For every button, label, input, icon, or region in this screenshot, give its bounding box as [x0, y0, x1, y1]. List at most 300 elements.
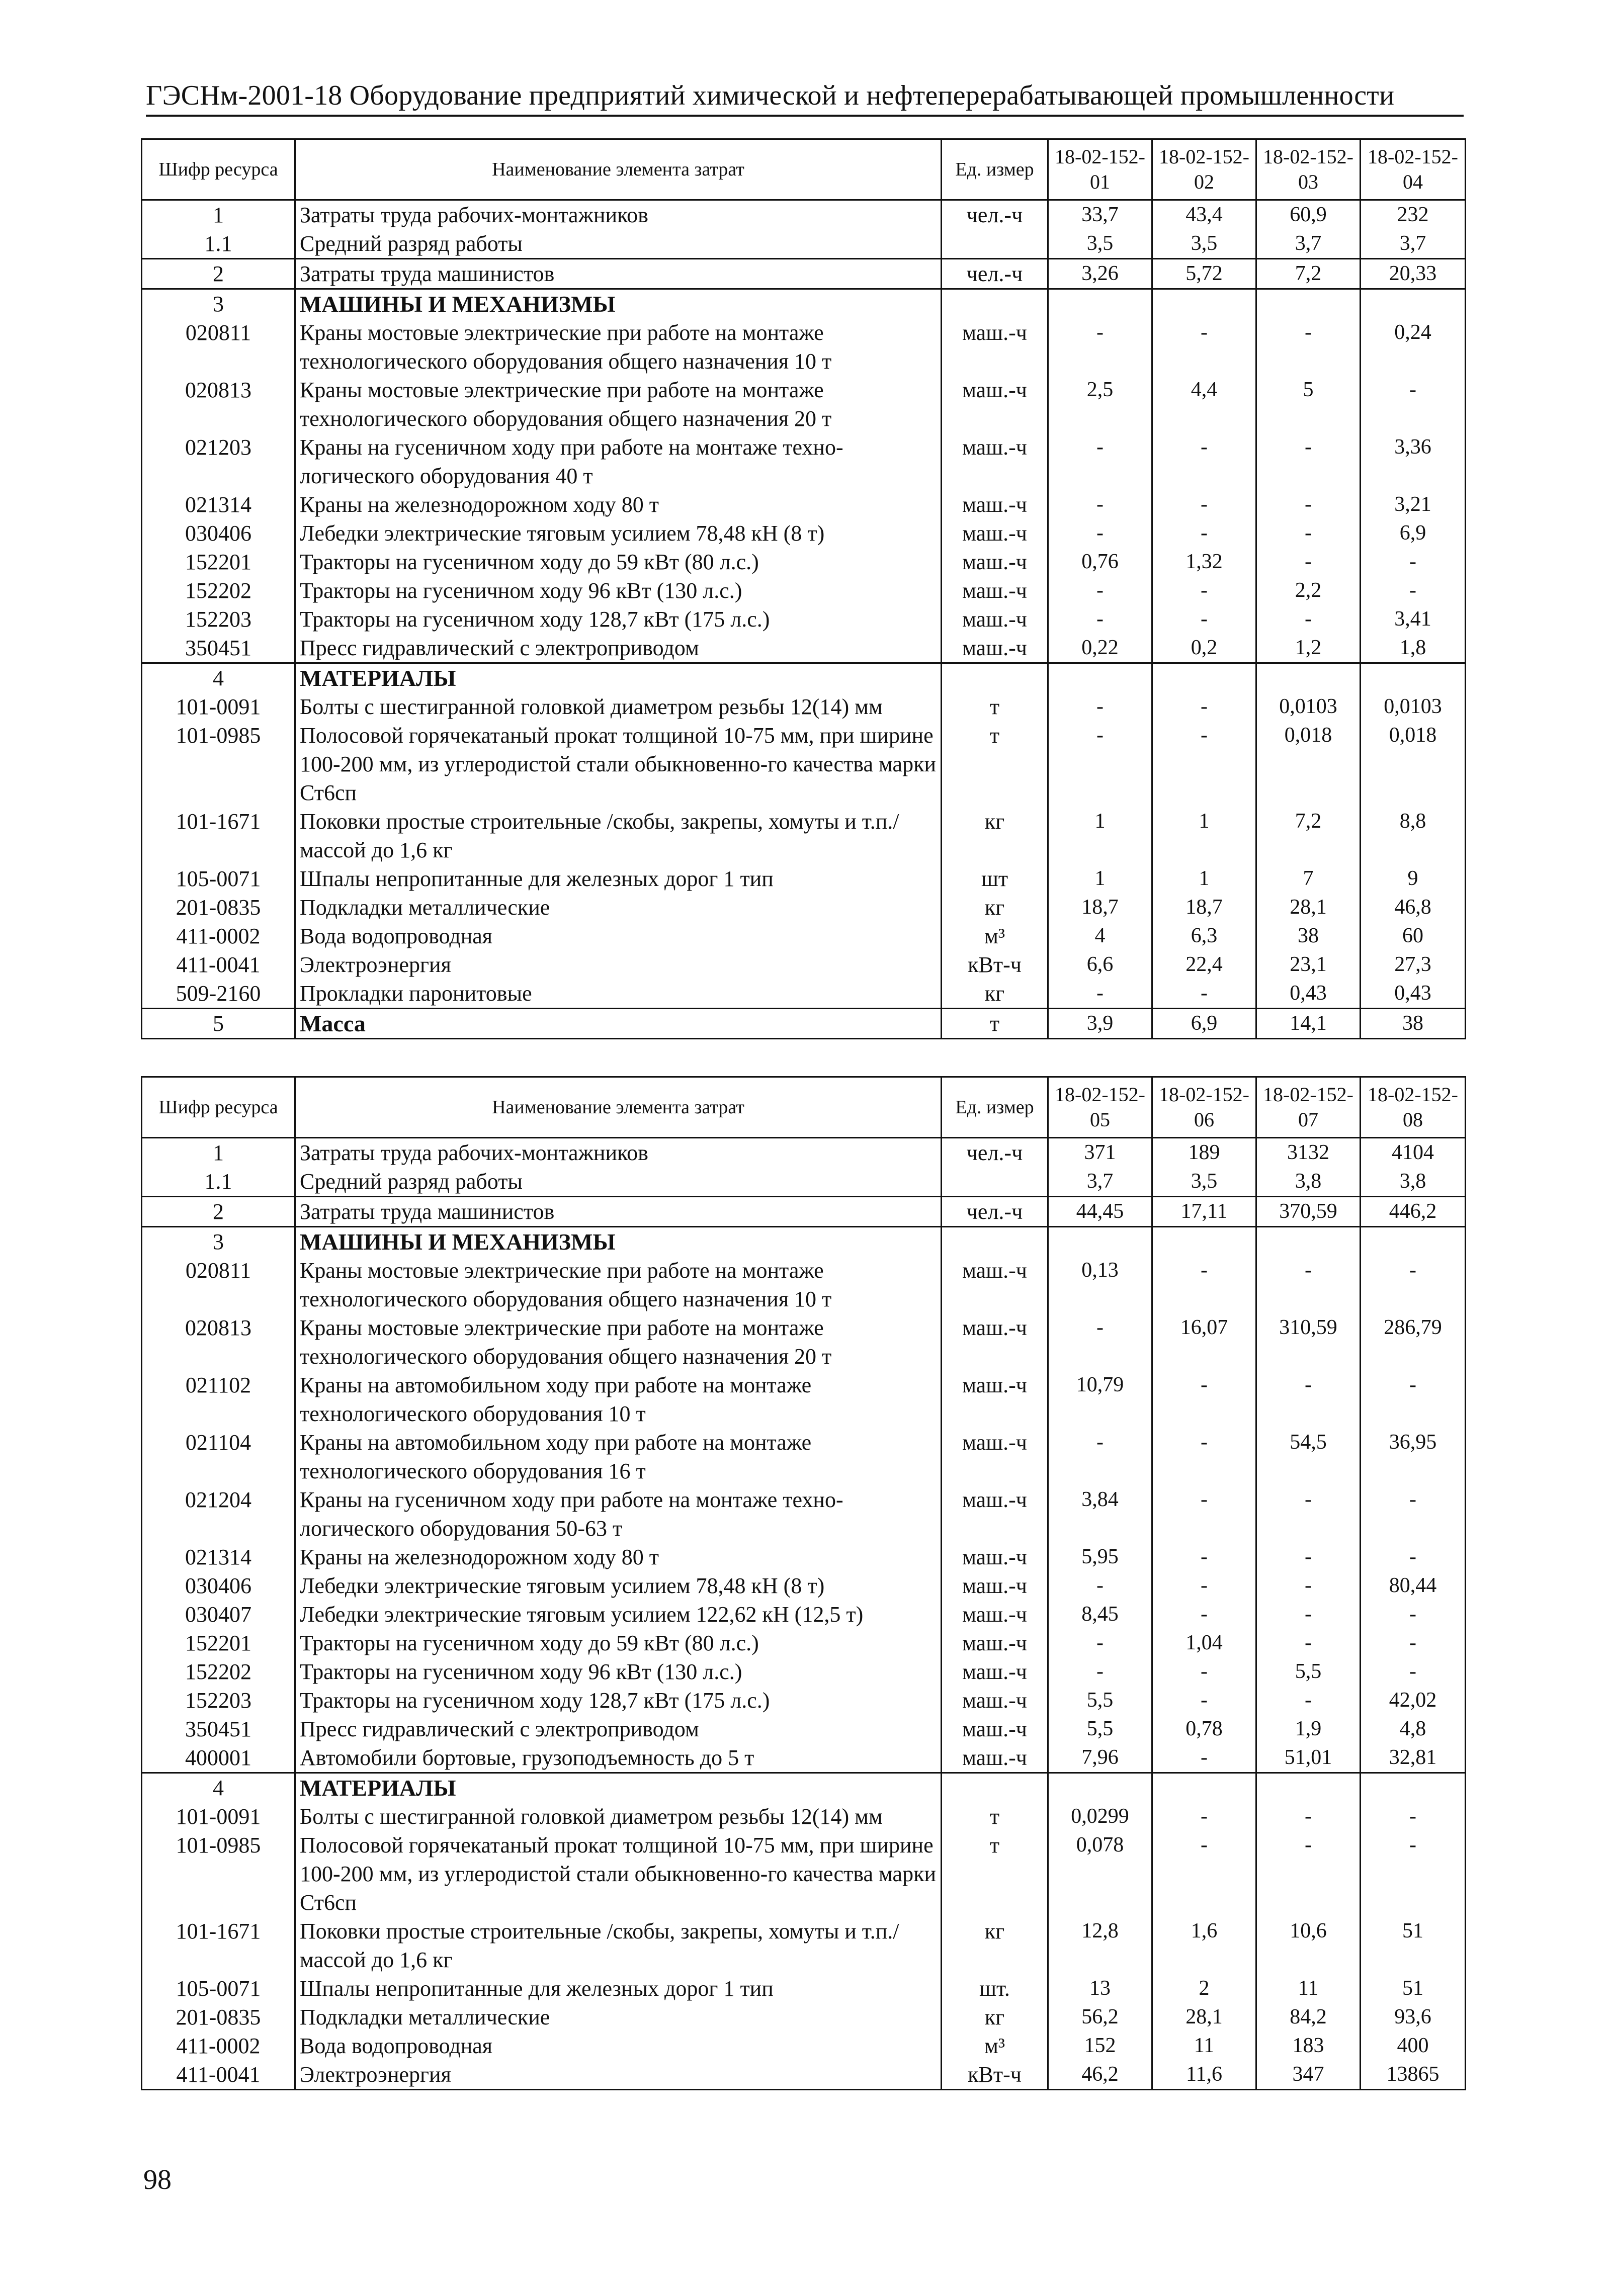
norm-value-cell: -	[1152, 1371, 1256, 1428]
resource-code-cell: 020813	[142, 1313, 295, 1371]
resource-name-cell: Масса	[295, 1009, 942, 1039]
norm-value-cell: 54,5	[1256, 1428, 1361, 1485]
norm-value-cell: -	[1048, 318, 1152, 376]
unit-cell: маш.-ч	[942, 1600, 1048, 1629]
norm-value-cell: 51,01	[1256, 1743, 1361, 1773]
resource-code-cell: 020811	[142, 1256, 295, 1313]
norm-value-cell: -	[1152, 433, 1256, 490]
norm-value-cell: -	[1361, 1629, 1466, 1657]
resource-code-cell: 030406	[142, 1571, 295, 1600]
table-row	[142, 1657, 1466, 1686]
section-row	[142, 1009, 1466, 1039]
norm-value-cell	[1048, 1227, 1152, 1257]
norm-value-cell: -	[1256, 548, 1361, 576]
norm-value-cell: -	[1048, 692, 1152, 721]
norm-value-cell: 3,5	[1152, 229, 1256, 259]
unit-cell: маш.-ч	[942, 1313, 1048, 1371]
norm-value-cell: 8,45	[1048, 1600, 1152, 1629]
resource-code-cell: 021102	[142, 1371, 295, 1428]
norm-value-cell: 5	[1256, 376, 1361, 433]
resource-code-cell: 101-0091	[142, 692, 295, 721]
norm-value-cell: -	[1048, 1629, 1152, 1657]
norm-value-cell: -	[1256, 1571, 1361, 1600]
unit-cell: маш.-ч	[942, 1657, 1048, 1686]
table-row	[142, 1428, 1466, 1485]
norm-value-cell: -	[1152, 692, 1256, 721]
resource-code-cell: 3	[142, 289, 295, 319]
norm-value-cell	[1256, 289, 1361, 319]
norm-value-cell: 286,79	[1361, 1313, 1466, 1371]
norm-value-cell	[1048, 1773, 1152, 1803]
column-header-name: Наименование элемента затрат	[295, 1077, 942, 1138]
norm-value-cell: 13	[1048, 1974, 1152, 2003]
norm-value-cell: 6,3	[1152, 922, 1256, 950]
norm-value-cell: 183	[1256, 2032, 1361, 2060]
norm-value-cell	[1361, 289, 1466, 319]
norm-value-cell: 3,7	[1048, 1167, 1152, 1197]
norm-value-cell: 5,95	[1048, 1543, 1152, 1571]
resource-name-cell: Средний разряд работы	[295, 1167, 942, 1197]
norm-value-cell: -	[1256, 1831, 1361, 1917]
table-row	[142, 2032, 1466, 2060]
table-row	[142, 893, 1466, 922]
norm-value-cell: 1	[1048, 864, 1152, 893]
norm-value-cell: 0,24	[1361, 318, 1466, 376]
unit-cell: маш.-ч	[942, 1686, 1048, 1715]
unit-cell: чел.-ч	[942, 1197, 1048, 1227]
resource-code-cell: 021314	[142, 490, 295, 519]
table-row	[142, 1167, 1466, 1197]
norm-value-cell: -	[1152, 605, 1256, 634]
norm-value-cell: 2,2	[1256, 576, 1361, 605]
resource-name-cell: Поковки простые строительные /скобы, закрепы, хомуты и т.п./ массой до 1,6 кг	[295, 807, 942, 864]
resource-name-cell: Электроэнергия	[295, 950, 942, 979]
norm-value-cell	[1152, 1227, 1256, 1257]
norm-value-cell: 2,5	[1048, 376, 1152, 433]
norm-value-cell: 446,2	[1361, 1197, 1466, 1227]
norm-value-cell: 5,72	[1152, 259, 1256, 289]
norm-value-cell: -	[1152, 1256, 1256, 1313]
resource-name-cell: Вода водопроводная	[295, 2032, 942, 2060]
norm-value-cell: -	[1361, 1543, 1466, 1571]
resource-name-cell: Краны на гусеничном ходу при работе на монтаже техно-логического оборудования 50-63 т	[295, 1485, 942, 1543]
norm-value-cell: -	[1256, 490, 1361, 519]
resource-name-cell: Вода водопроводная	[295, 922, 942, 950]
norm-value-cell: 1,04	[1152, 1629, 1256, 1657]
norm-value-cell: 0,22	[1048, 634, 1152, 663]
norm-value-cell: -	[1048, 605, 1152, 634]
resource-name-cell: МАТЕРИАЛЫ	[295, 663, 942, 693]
norm-value-cell: 1	[1152, 807, 1256, 864]
norm-value-cell	[1152, 663, 1256, 693]
norm-value-cell: -	[1152, 490, 1256, 519]
norm-value-cell: 0,43	[1361, 979, 1466, 1009]
resource-code-cell: 1.1	[142, 229, 295, 259]
unit-cell: маш.-ч	[942, 1715, 1048, 1743]
norm-value-cell: 3,8	[1361, 1167, 1466, 1197]
unit-cell: кг	[942, 2003, 1048, 2032]
norm-value-cell: -	[1361, 1371, 1466, 1428]
norm-value-cell: 3,84	[1048, 1485, 1152, 1543]
unit-cell: маш.-ч	[942, 605, 1048, 634]
resource-code-cell: 1.1	[142, 1167, 295, 1197]
norm-value-cell: 0,0103	[1361, 692, 1466, 721]
table-header-row	[142, 139, 1466, 200]
norm-value-cell: -	[1152, 1485, 1256, 1543]
resource-name-cell: Автомобили бортовые, грузоподъемность до 5 т	[295, 1743, 942, 1773]
unit-cell	[942, 1167, 1048, 1197]
norm-value-cell: -	[1361, 1485, 1466, 1543]
norm-value-cell	[1152, 1773, 1256, 1803]
unit-cell: т	[942, 721, 1048, 807]
table-header-row	[142, 1077, 1466, 1138]
resource-code-cell: 5	[142, 1009, 295, 1039]
norm-value-cell: -	[1048, 1428, 1152, 1485]
unit-cell: т	[942, 1831, 1048, 1917]
resource-name-cell: Краны на гусеничном ходу при работе на монтаже техно-логического оборудования 40 т	[295, 433, 942, 490]
norm-value-cell: 0,0299	[1048, 1802, 1152, 1831]
norm-value-cell: 6,6	[1048, 950, 1152, 979]
resource-code-cell: 411-0002	[142, 2032, 295, 2060]
unit-cell: маш.-ч	[942, 490, 1048, 519]
resource-name-cell: Болты с шестигранной головкой диаметром резьбы 12(14) мм	[295, 1802, 942, 1831]
norm-value-cell: -	[1152, 1657, 1256, 1686]
table-row	[142, 1256, 1466, 1313]
resource-code-cell: 101-0985	[142, 721, 295, 807]
resource-code-cell: 152203	[142, 1686, 295, 1715]
norm-value-cell: 46,2	[1048, 2060, 1152, 2090]
norm-value-cell: 33,7	[1048, 200, 1152, 230]
column-header-norm-4: 18-02-152-08	[1361, 1077, 1466, 1138]
resource-code-cell: 152201	[142, 1629, 295, 1657]
table-row	[142, 1686, 1466, 1715]
norm-value-cell: 27,3	[1361, 950, 1466, 979]
norm-value-cell: 38	[1361, 1009, 1466, 1039]
section-row	[142, 1773, 1466, 1803]
norm-value-cell: -	[1256, 1371, 1361, 1428]
norm-value-cell: -	[1361, 1657, 1466, 1686]
column-header-code: Шифр ресурса	[142, 139, 295, 200]
norm-value-cell: 93,6	[1361, 2003, 1466, 2032]
norm-value-cell: 3,36	[1361, 433, 1466, 490]
resource-name-cell: Пресс гидравлический с электроприводом	[295, 634, 942, 663]
norm-value-cell: -	[1152, 519, 1256, 548]
page-header-title: ГЭСНм-2001-18 Оборудование предприятий химической и нефтеперерабатывающей промышленности	[146, 80, 1395, 111]
table-row	[142, 1974, 1466, 2003]
resource-name-cell: Тракторы на гусеничном ходу до 59 кВт (80 л.с.)	[295, 548, 942, 576]
resource-code-cell: 201-0835	[142, 893, 295, 922]
unit-cell	[942, 289, 1048, 319]
column-header-unit: Ед. измер	[942, 1077, 1048, 1138]
norm-value-cell: -	[1361, 1802, 1466, 1831]
norm-value-cell: 3,41	[1361, 605, 1466, 634]
resource-name-cell: Краны мостовые электрические при работе на монтаже технологического оборудования общего назначения 20 т	[295, 1313, 942, 1371]
norm-value-cell: 0,13	[1048, 1256, 1152, 1313]
norm-value-cell: 0,43	[1256, 979, 1361, 1009]
norm-value-cell: 44,45	[1048, 1197, 1152, 1227]
section-row	[142, 663, 1466, 693]
resource-name-cell: МАШИНЫ И МЕХАНИЗМЫ	[295, 1227, 942, 1257]
norm-value-cell: 8,8	[1361, 807, 1466, 864]
norm-value-cell: -	[1361, 1831, 1466, 1917]
unit-cell: кВт-ч	[942, 950, 1048, 979]
norm-value-cell	[1361, 663, 1466, 693]
resource-name-cell: Электроэнергия	[295, 2060, 942, 2090]
resource-code-cell: 020811	[142, 318, 295, 376]
resource-name-cell: МАТЕРИАЛЫ	[295, 1773, 942, 1803]
norm-value-cell: -	[1152, 576, 1256, 605]
resource-name-cell: Шпалы непропитанные для железных дорог 1 тип	[295, 864, 942, 893]
norm-value-cell: 4,4	[1152, 376, 1256, 433]
norm-value-cell: 5,5	[1048, 1686, 1152, 1715]
norm-value-cell: 43,4	[1152, 200, 1256, 230]
unit-cell: кг	[942, 893, 1048, 922]
norm-value-cell: 1,8	[1361, 634, 1466, 663]
norm-value-cell: 3132	[1256, 1138, 1361, 1168]
norm-value-cell: 10,79	[1048, 1371, 1152, 1428]
norm-value-cell: -	[1256, 1256, 1361, 1313]
resource-name-cell: Краны мостовые электрические при работе на монтаже технологического оборудования общего назначения 10 т	[295, 318, 942, 376]
resource-code-cell: 021204	[142, 1485, 295, 1543]
unit-cell: маш.-ч	[942, 1629, 1048, 1657]
unit-cell: кг	[942, 807, 1048, 864]
table-row	[142, 721, 1466, 807]
norm-value-cell: 1	[1152, 864, 1256, 893]
table-row	[142, 807, 1466, 864]
table-row	[142, 1743, 1466, 1773]
norm-value-cell: 28,1	[1152, 2003, 1256, 2032]
unit-cell: маш.-ч	[942, 1571, 1048, 1600]
unit-cell: маш.-ч	[942, 433, 1048, 490]
norm-value-cell: 11,6	[1152, 2060, 1256, 2090]
unit-cell: т	[942, 1009, 1048, 1039]
unit-cell: маш.-ч	[942, 1428, 1048, 1485]
norm-value-cell: -	[1048, 1657, 1152, 1686]
resource-name-cell: Подкладки металлические	[295, 2003, 942, 2032]
resource-name-cell: Краны мостовые электрические при работе на монтаже технологического оборудования общего назначения 10 т	[295, 1256, 942, 1313]
norm-value-cell: -	[1048, 1571, 1152, 1600]
resource-name-cell: Болты с шестигранной головкой диаметром резьбы 12(14) мм	[295, 692, 942, 721]
norm-value-cell: 16,07	[1152, 1313, 1256, 1371]
norm-value-cell: 32,81	[1361, 1743, 1466, 1773]
table-row	[142, 2003, 1466, 2032]
norm-value-cell: 28,1	[1256, 893, 1361, 922]
page-number: 98	[143, 2164, 172, 2195]
resource-code-cell: 400001	[142, 1743, 295, 1773]
norm-value-cell: -	[1256, 318, 1361, 376]
unit-cell: маш.-ч	[942, 519, 1048, 548]
header-rule	[146, 115, 1464, 117]
unit-cell: маш.-ч	[942, 1543, 1048, 1571]
table-row	[142, 1629, 1466, 1657]
norm-value-cell: 347	[1256, 2060, 1361, 2090]
resource-name-cell: Тракторы на гусеничном ходу 128,7 кВт (175 л.с.)	[295, 1686, 942, 1715]
norm-value-cell: 11	[1152, 2032, 1256, 2060]
table-row	[142, 200, 1466, 230]
table-row	[142, 576, 1466, 605]
norm-value-cell: 152	[1048, 2032, 1152, 2060]
resource-code-cell: 3	[142, 1227, 295, 1257]
unit-cell: кВт-ч	[942, 2060, 1048, 2090]
resource-code-cell: 411-0002	[142, 922, 295, 950]
resource-name-cell: Затраты труда машинистов	[295, 259, 942, 289]
resource-code-cell: 152202	[142, 576, 295, 605]
norm-value-cell: -	[1256, 1543, 1361, 1571]
column-header-norm-4: 18-02-152-04	[1361, 139, 1466, 200]
norm-value-cell: -	[1361, 376, 1466, 433]
column-header-norm-3: 18-02-152-07	[1256, 1077, 1361, 1138]
table-row	[142, 1600, 1466, 1629]
norm-value-cell: 3,21	[1361, 490, 1466, 519]
resource-table-1	[141, 138, 1466, 1039]
norm-value-cell: -	[1152, 1571, 1256, 1600]
table-row	[142, 259, 1466, 289]
table-row	[142, 229, 1466, 259]
norm-value-cell: 17,11	[1152, 1197, 1256, 1227]
table-body	[142, 1138, 1466, 2090]
resource-code-cell: 030406	[142, 519, 295, 548]
resource-code-cell: 2	[142, 1197, 295, 1227]
norm-value-cell: 370,59	[1256, 1197, 1361, 1227]
norm-value-cell: 0,078	[1048, 1831, 1152, 1917]
norm-value-cell: 60,9	[1256, 200, 1361, 230]
norm-value-cell: 0,018	[1256, 721, 1361, 807]
norm-value-cell: 84,2	[1256, 2003, 1361, 2032]
table-row	[142, 1197, 1466, 1227]
norm-value-cell: 7,2	[1256, 259, 1361, 289]
resource-name-cell: Краны на автомобильном ходу при работе на монтаже технологического оборудования 16 т	[295, 1428, 942, 1485]
norm-value-cell: 10,6	[1256, 1917, 1361, 1974]
unit-cell	[942, 229, 1048, 259]
column-header-norm-1: 18-02-152-01	[1048, 139, 1152, 200]
norm-value-cell: 4	[1048, 922, 1152, 950]
resource-name-cell: Лебедки электрические тяговым усилием 78,48 кН (8 т)	[295, 1571, 942, 1600]
resource-code-cell: 105-0071	[142, 1974, 295, 2003]
unit-cell: маш.-ч	[942, 1743, 1048, 1773]
norm-value-cell: -	[1361, 1600, 1466, 1629]
norm-value-cell: 51	[1361, 1917, 1466, 1974]
resource-name-cell: Краны на железнодорожном ходу 80 т	[295, 490, 942, 519]
resource-name-cell: Тракторы на гусеничном ходу 128,7 кВт (175 л.с.)	[295, 605, 942, 634]
unit-cell: чел.-ч	[942, 1138, 1048, 1168]
resource-name-cell: Полосовой горячекатаный прокат толщиной 10-75 мм, при ширине 100-200 мм, из углеродистой стали обыкновенно-го качества марки Ст6сп	[295, 1831, 942, 1917]
norm-value-cell: 1,9	[1256, 1715, 1361, 1743]
norm-value-cell: -	[1048, 490, 1152, 519]
norm-value-cell: 232	[1361, 200, 1466, 230]
unit-cell	[942, 663, 1048, 693]
table-row	[142, 864, 1466, 893]
norm-value-cell: -	[1152, 318, 1256, 376]
norm-value-cell: 23,1	[1256, 950, 1361, 979]
norm-value-cell: 12,8	[1048, 1917, 1152, 1974]
norm-value-cell	[1256, 1227, 1361, 1257]
norm-value-cell: 18,7	[1152, 893, 1256, 922]
norm-value-cell: 3,8	[1256, 1167, 1361, 1197]
norm-value-cell: -	[1256, 1485, 1361, 1543]
norm-value-cell: 6,9	[1152, 1009, 1256, 1039]
column-header-norm-2: 18-02-152-06	[1152, 1077, 1256, 1138]
norm-value-cell: -	[1361, 548, 1466, 576]
unit-cell: шт.	[942, 1974, 1048, 2003]
norm-value-cell: -	[1152, 1743, 1256, 1773]
resource-name-cell: Краны на автомобильном ходу при работе на монтаже технологического оборудования 10 т	[295, 1371, 942, 1428]
resource-code-cell: 509-2160	[142, 979, 295, 1009]
resource-name-cell: Пресс гидравлический с электроприводом	[295, 1715, 942, 1743]
norm-value-cell: 14,1	[1256, 1009, 1361, 1039]
norm-value-cell: -	[1152, 1831, 1256, 1917]
table-row	[142, 922, 1466, 950]
norm-value-cell: -	[1256, 1600, 1361, 1629]
resource-code-cell: 201-0835	[142, 2003, 295, 2032]
table-row	[142, 1802, 1466, 1831]
resource-table-2	[141, 1076, 1466, 2090]
resource-name-cell: Затраты труда рабочих-монтажников	[295, 200, 942, 230]
resource-name-cell: Тракторы на гусеничном ходу 96 кВт (130 л.с.)	[295, 576, 942, 605]
norm-value-cell: 7,96	[1048, 1743, 1152, 1773]
resource-code-cell: 101-1671	[142, 807, 295, 864]
table-body	[142, 200, 1466, 1039]
resource-code-cell: 1	[142, 1138, 295, 1168]
norm-value-cell: 4104	[1361, 1138, 1466, 1168]
table-row	[142, 605, 1466, 634]
resource-code-cell: 152202	[142, 1657, 295, 1686]
norm-value-cell	[1048, 663, 1152, 693]
resource-code-cell: 021314	[142, 1543, 295, 1571]
resource-name-cell: Поковки простые строительные /скобы, закрепы, хомуты и т.п./ массой до 1,6 кг	[295, 1917, 942, 1974]
norm-value-cell	[1256, 1773, 1361, 1803]
norm-value-cell: 3,5	[1048, 229, 1152, 259]
resource-code-cell: 350451	[142, 1715, 295, 1743]
column-header-name: Наименование элемента затрат	[295, 139, 942, 200]
resource-code-cell: 021203	[142, 433, 295, 490]
table-row	[142, 1485, 1466, 1543]
norm-value-cell: 3,7	[1256, 229, 1361, 259]
table-row	[142, 1138, 1466, 1168]
norm-value-cell: 4,8	[1361, 1715, 1466, 1743]
norm-value-cell: 11	[1256, 1974, 1361, 2003]
norm-value-cell: 310,59	[1256, 1313, 1361, 1371]
norm-value-cell	[1048, 289, 1152, 319]
table-row	[142, 433, 1466, 490]
section-row	[142, 1227, 1466, 1257]
resource-code-cell: 101-0091	[142, 1802, 295, 1831]
norm-value-cell: 13865	[1361, 2060, 1466, 2090]
resource-code-cell: 411-0041	[142, 2060, 295, 2090]
norm-value-cell: -	[1152, 721, 1256, 807]
unit-cell: чел.-ч	[942, 200, 1048, 230]
unit-cell: маш.-ч	[942, 318, 1048, 376]
norm-value-cell: 9	[1361, 864, 1466, 893]
resource-name-cell: Шпалы непропитанные для железных дорог 1 тип	[295, 1974, 942, 2003]
norm-value-cell: 3,9	[1048, 1009, 1152, 1039]
table-row	[142, 519, 1466, 548]
resource-code-cell: 101-0985	[142, 1831, 295, 1917]
unit-cell	[942, 1773, 1048, 1803]
unit-cell: маш.-ч	[942, 1256, 1048, 1313]
unit-cell: маш.-ч	[942, 1371, 1048, 1428]
resource-code-cell: 350451	[142, 634, 295, 663]
table-row	[142, 950, 1466, 979]
norm-value-cell: 22,4	[1152, 950, 1256, 979]
table-row	[142, 490, 1466, 519]
unit-cell: кг	[942, 979, 1048, 1009]
table-row	[142, 1313, 1466, 1371]
unit-cell: м³	[942, 922, 1048, 950]
table-row	[142, 1831, 1466, 1917]
norm-value-cell	[1152, 289, 1256, 319]
norm-value-cell: -	[1152, 1686, 1256, 1715]
norm-value-cell: -	[1048, 576, 1152, 605]
